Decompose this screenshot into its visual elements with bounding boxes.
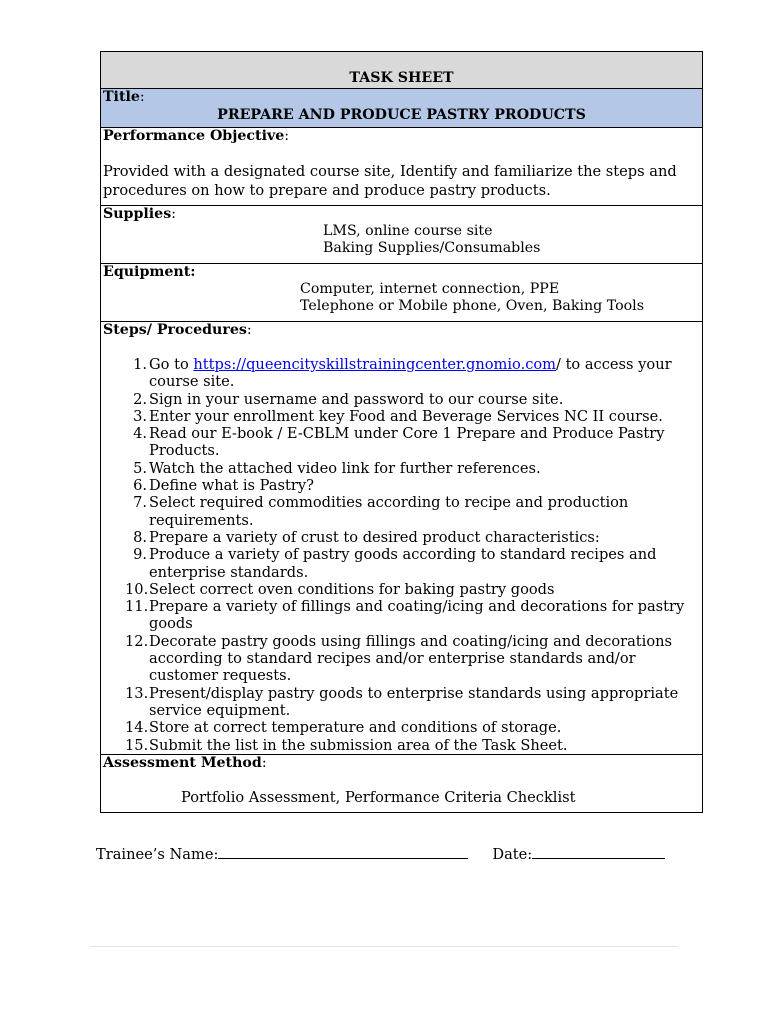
supplies-section: Supplies: LMS, online course site Baking Supplies/Consumables xyxy=(101,206,703,264)
list-item: 13. Present/display pastry goods to enterprise standards using appropriate service equipment. xyxy=(125,684,679,719)
trainee-name-label: Trainee’s Name: xyxy=(96,846,219,863)
list-item: 1. Go to https://queencityskillstrainingcenter.gnomio.com/ to access your course site. xyxy=(133,356,672,391)
supplies-label: Supplies xyxy=(103,206,172,222)
page-divider xyxy=(90,946,678,947)
list-item: 2. Sign in your username and password to our course site. xyxy=(133,390,564,408)
objective-text: Provided with a designated course site, Identify and familiarize the steps and procedures on how to prepare and produce pastry products. xyxy=(103,163,677,199)
assessment-label: Assessment Method xyxy=(103,754,262,771)
trainee-name-line xyxy=(218,845,468,859)
title-label: Title xyxy=(103,89,140,105)
steps-section: Steps/ Procedures: 1. Go to https://queencityskillstrainingcenter.gnomio.com/ to access your course site. 2. Sign in your username and password to our course site. 3. Enter your enrollment key Food and Beverage Services NC II course. 4. Read our E-book / E-CBLM under Core 1 Prepare and Produce Pastry Products. 5. Watch the attached video link for further references. 6. Define what is Pastry? 7. Select required commodities according to recipe and production requirements. 8. Prepare a variety of crust to desired product characteristics: 9. Produce a variety of pastry goods according to standard recipes and enterprise standards. 10. Select correct oven conditions for baking pastry goods 11. Prepare a variety of fillings and coating/icing and decorations for pastry goods 12. Decorate pastry goods using fillings and coating/icing and decorations according to standard recipes and/or enterprise standards and/or customer requests. 13. Present/display pastry goods to enterprise standards using appropriate service equipment. 14. Store at correct temperature and conditions of storage. 15. Submit the list in the submission area of the Task Sheet. xyxy=(101,322,703,755)
list-item: 8. Prepare a variety of crust to desired product characteristics: xyxy=(133,528,600,546)
list-item: 5. Watch the attached video link for further references. xyxy=(133,459,541,477)
list-item: 7. Select required commodities according to recipe and production requirements. xyxy=(133,494,629,529)
page-title: PREPARE AND PRODUCE PASTRY PRODUCTS xyxy=(217,107,586,123)
date-line xyxy=(532,845,665,859)
equipment-item: Telephone or Mobile phone, Oven, Baking Tools xyxy=(300,298,644,314)
objective-label: Performance Objective xyxy=(103,128,285,144)
list-item: 3. Enter your enrollment key Food and Beverage Services NC II course. xyxy=(133,407,663,425)
title-row: Title: PREPARE AND PRODUCE PASTRY PRODUCTS xyxy=(101,89,703,128)
objective-section: Performance Objective: Provided with a designated course site, Identify and familiarize the steps and procedures on how to prepare and produce pastry products. xyxy=(101,128,703,206)
course-site-link[interactable]: https://queencityskillstrainingcenter.gnomio.com xyxy=(193,356,557,373)
date-label: Date: xyxy=(492,846,533,863)
list-item: 6. Define what is Pastry? xyxy=(133,477,314,495)
steps-label: Steps/ Procedures xyxy=(103,322,247,338)
signature-footer xyxy=(96,845,665,863)
list-item: 12. Decorate pastry goods using fillings and coating/icing and decorations according to standard recipes and/or enterprise standards and/or customer requests. xyxy=(125,632,673,685)
task-sheet-table xyxy=(100,51,703,813)
assessment-value: Portfolio Assessment, Performance Criteria Checklist xyxy=(181,788,576,806)
list-item: 4. Read our E-book / E-CBLM under Core 1 Prepare and Produce Pastry Products. xyxy=(133,425,665,460)
equipment-item: Computer, internet connection, PPE xyxy=(300,281,560,297)
steps-list xyxy=(103,356,700,754)
equipment-section xyxy=(101,264,703,322)
supplies-item: Baking Supplies/Consumables xyxy=(323,240,541,256)
list-item: 14. Store at correct temperature and conditions of storage. xyxy=(125,719,562,737)
list-item: 9. Produce a variety of pastry goods according to standard recipes and enterprise standards. xyxy=(133,546,657,581)
equipment-label: Equipment: xyxy=(103,264,196,280)
list-item: 15. Submit the list in the submission area of the Task Sheet. xyxy=(125,736,568,754)
supplies-item: LMS, online course site xyxy=(323,223,493,239)
assessment-section: Assessment Method: Portfolio Assessment, Performance Criteria Checklist xyxy=(101,754,703,812)
task-sheet-header: TASK SHEET xyxy=(101,52,703,89)
list-item: 10. Select correct oven conditions for baking pastry goods xyxy=(125,580,555,598)
list-item: 11. Prepare a variety of fillings and coating/icing and decorations for pastry goods xyxy=(125,598,685,633)
